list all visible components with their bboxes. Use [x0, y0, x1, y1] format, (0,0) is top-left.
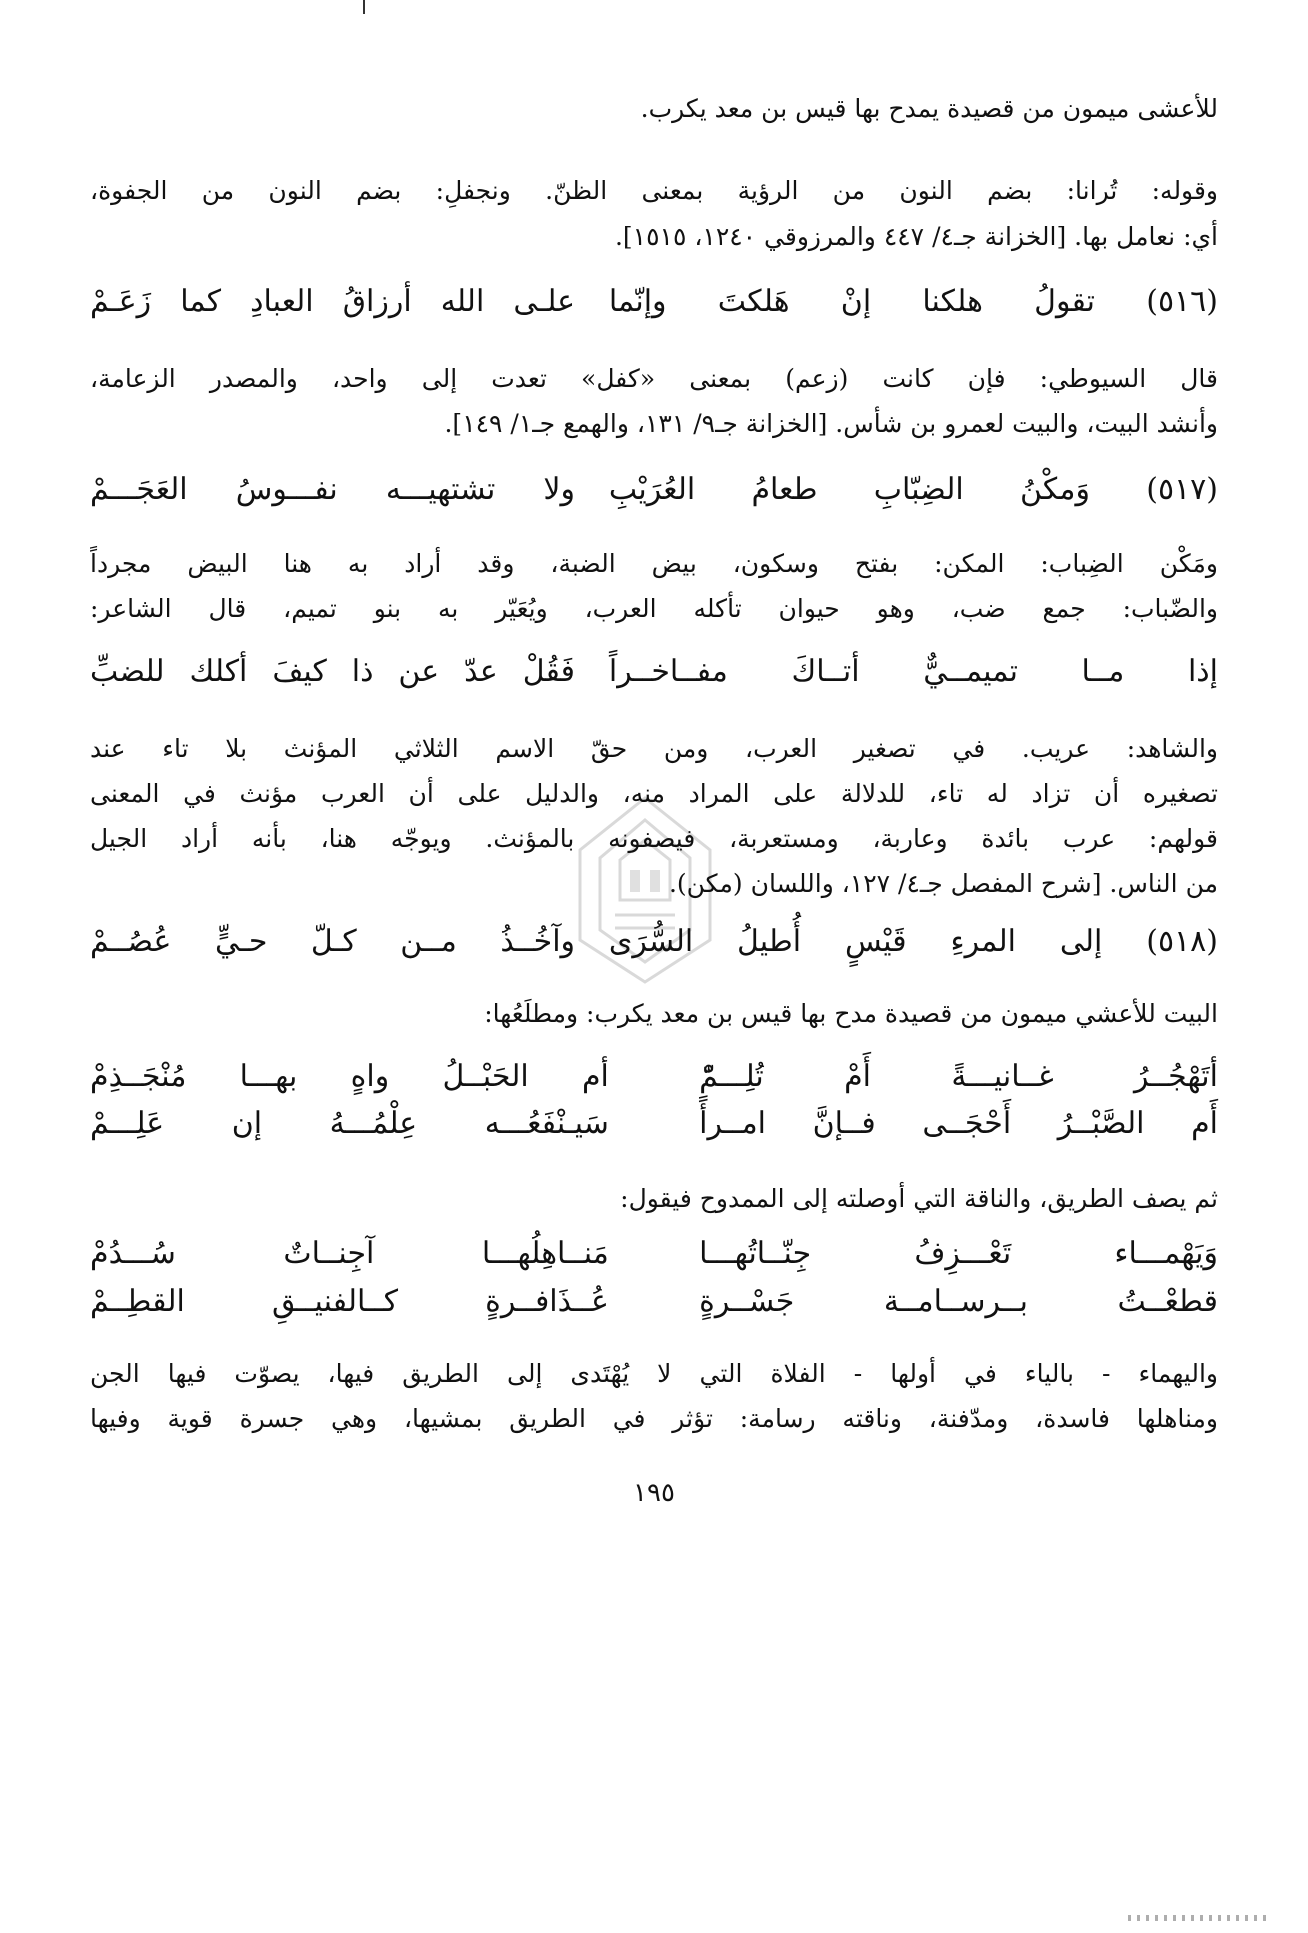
verse-first-hemistich: وَيَهْمـــاء تَعْـــزِفُ جِنّــاتُهـــا	[699, 1236, 1218, 1271]
opening-verse-2	[90, 1102, 1218, 1146]
text-line: للأعشى ميمون من قصيدة يمدح بها قيس بن معد يكرب.	[640, 94, 1218, 123]
text-line: قال السيوطي: فإن كانت (زعم) بمعنى «كفل» تعدت إلى واحد، والمصدر الزعامة،	[90, 364, 1218, 393]
text-line: ومناهلها فاسدة، ومدّفنة، وناقته رسامة: تؤثر في الطريق بمشيها، وهي جسرة قوية وفيها	[90, 1404, 1218, 1433]
verse-first-hemistich: (٥١٧) وَمكْنُ الضِبّابِ طعامُ العُرَيْبِ	[608, 472, 1218, 507]
road-verse-1	[90, 1232, 1218, 1276]
road-verse-2	[90, 1280, 1218, 1324]
text-line: قولهم: عرب بائدة وعاربة، ومستعربة، فيصفونه بالمؤنث. ويوجّه هنا، بأنه أراد الجيل	[90, 824, 1218, 853]
verse-first-hemistich: إذا مــا تميمــيٌّ أتــاكَ مفــاخــراً	[608, 654, 1218, 689]
verse-second-hemistich: عُــذَافــرةٍ كــالفنيــقِ القطِــمْ	[90, 1284, 609, 1319]
text-line: وقوله: تُرانا: بضم النون من الرؤية بمعنى الظنّ. ونجفلِ: بضم النون من الجفوة،	[90, 176, 1218, 205]
verse-second-hemistich: علـى الله أرزاقُ العبادِ كما زَعَـمْ	[90, 284, 576, 319]
verse-second-hemistich: سَيـنْفَعُـــه عِلْمُـــهُ إن عَلِـــمْ	[90, 1106, 609, 1141]
verse-517	[90, 468, 1218, 512]
verse-first-hemistich: قطعْــتُ بــرســامــة جَسْــرةٍ	[699, 1284, 1218, 1319]
text-line: واليهماء - بالياء في أولها - الفلاة التي لا يُهْتَدى إلى الطريق فيها، يصوّت فيها الجن	[90, 1359, 1218, 1388]
verse-first-hemistich: أَم الصَّبْــرُ أَحْجَــى فــإنَّ امــرأً	[699, 1106, 1218, 1141]
verse-516	[90, 280, 1218, 324]
text-line: والضّباب: جمع ضب، وهو حيوان تأكله العرب، ويُعَيّر به بنو تميم، قال الشاعر:	[90, 594, 1218, 623]
page-number: ١٩٥	[633, 1478, 675, 1508]
text-line: تصغيره أن تزاد له تاء، للدلالة على المراد منه، والدليل على أن العرب مؤنث في المعنى	[90, 779, 1218, 808]
text-line: ومَكْن الضِباب: المكن: بفتح وسكون، بيض الضبة، وقد أراد به هنا البيض مجرداً	[90, 549, 1218, 578]
verse-second-hemistich: ولا تشتهيـــه نفـــوسُ العَجَـــمْ	[90, 472, 576, 507]
verse-second-hemistich: مَنــاهِلُهـــا آجِنــاتٌ سُـــدُمْ	[90, 1236, 609, 1271]
verse-first-hemistich: (٥١٨) إلى المرءِ قَيْسٍ أُطيلُ السُّرَى	[608, 924, 1218, 959]
verse-first-hemistich: (٥١٦) تقولُ هلكنا إنْ هَلكتَ وإنّما	[608, 284, 1218, 319]
verse-first-hemistich: أتَهْجُــرُ غــانيـــةً أَمْ تُلِـــمّْ	[699, 1059, 1218, 1094]
verse-second-hemistich: فَقُلْ عدّ عن ذا كيفَ أكلك للضبِّ	[90, 654, 576, 689]
verse-second-hemistich: وآخُــذُ مــن كـلّ حـيٍّ عُصُــمْ	[90, 924, 576, 959]
text-line: والشاهد: عريب. في تصغير العرب، ومن حقّ الاسم الثلاثي المؤنث بلا تاء عند	[90, 734, 1218, 763]
text-line: أي: نعامل بها. [الخزانة جـ٤/ ٤٤٧ والمرزوقي ١٢٤٠، ١٥١٥].	[614, 222, 1218, 251]
verse-second-hemistich: أم الحَبْــلُ واهٍ بهـــا مُنْجَــذِمْ	[90, 1059, 609, 1094]
opening-verse-1	[90, 1055, 1218, 1099]
verse-518	[90, 920, 1218, 964]
text-line: البيت للأعشي ميمون من قصيدة مدح بها قيس بن معد يكرب: ومطلَعُها:	[484, 999, 1218, 1028]
text-line: وأنشد البيت، والبيت لعمرو بن شأس. [الخزانة جـ٩/ ١٣١، والهمع جـ١/ ١٤٩].	[444, 409, 1218, 438]
poet-verse	[90, 650, 1218, 694]
document-page	[90, 0, 1218, 1933]
text-line: من الناس. [شرح المفصل جـ٤/ ١٢٧، واللسان (مكن).	[668, 869, 1218, 898]
text-line: ثم يصف الطريق، والناقة التي أوصلته إلى الممدوح فيقول:	[620, 1184, 1218, 1213]
scan-artifact	[1128, 1915, 1268, 1921]
